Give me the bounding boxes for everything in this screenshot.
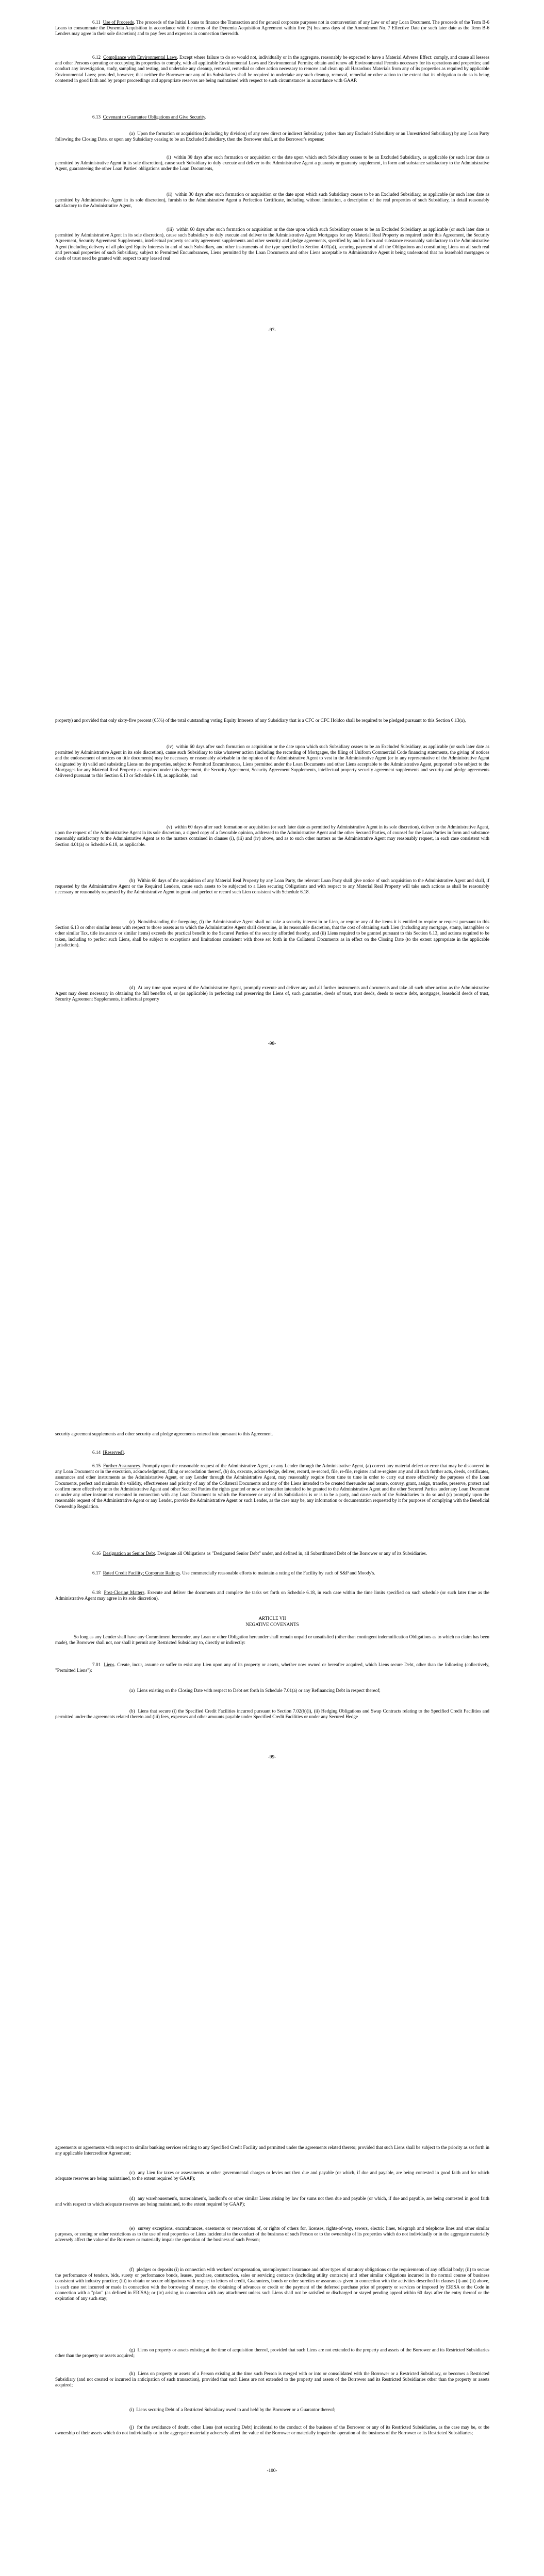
section-6-12: 6.12 Compliance with Environmental Laws. Except where failure to do so would not, individually or in the aggregate, reasonably be expected to have a Material Adverse Effect: comply, and cause all lessees and other Persons operating or occupying its properties to comply, with all applicable Environmental Laws and Environmental Permits; obtain and renew all Environmental Permits necessary for its operations and properties; and conduct any investigation, study, sampling and testing, and undertake any cleanup, removal, remedial or other action necessary to remove and clean up all Hazardous Materials from any of its properties as required by applicable Environmental Laws; provided, however, that neither the Borrower nor any of its Subsidiaries shall be required to undertake any such cleanup, removal, remedial or other action to the extent that its obligation to do so is being contested in good faith and by proper proceedings and appropriate reserves are being maintained with respect to such circumstances in accordance with GAAP. [55, 55, 490, 83]
clause-h: (h) Liens on property or assets of a Person existing at the time such Person is merged with or into or consolidated with the Borrower or a Restricted Subsidiary, or becomes a Restricted Subsidiary (and not created or incurred in anticipation of such transaction), provided that such Liens are not extended to the property and assets of the Borrower and its Restricted Subsidiaries other than the property or assets acquired; [55, 2371, 489, 2388]
clause-i: (i) within 30 days after such formation or acquisition or the date upon which such Subsidiary ceases to be an Excluded Subsidiary, as applicable (or such later date as permitted by Administrative Agent in its sole discretion), cause such Subsidiary to duly execute and deliver to the Administrative Agent a guaranty or guaranty supplement, in form and substance satisfactory to the Administrative Agent, guaranteeing the other Loan Parties' obligations under the Loan Documents, [55, 155, 489, 172]
clause-b: (b) Liens that secure (i) the Specified Credit Facilities incurred pursuant to Section 7.02(b)(i), (ii) Hedging Obligations and Swap Contracts relating to the Specified Credit Facilities and permitted under the agreements related thereto and (iii) fees, expenses and other amounts payable under Specified Credit Facilities or under any Secured Hedge [55, 1708, 489, 1720]
section-6-11: 6.11 Use of Proceeds. The proceeds of the Initial Loans to finance the Transaction and for general corporate purposes not in contravention of any Law or of any Loan Document. The proceeds of the Term B-6 Loans to consummate the Dynemia Acquisition in accordance with the terms of the Dynemia Acquisition Agreement within five (5) business days of the Amendment No. 7 Effective Date (or such later date as the Term B-6 Lenders may agree in their sole discretion) and to pay fees and expenses in connection therewith. [55, 20, 490, 37]
clause-e: (e) survey exceptions, encumbrances, easements or reservations of, or rights of others for, licenses, rights-of-way, sewers, electric lines, telegraph and telephone lines and other similar purposes, or zoning or other restrictions as to the use of real properties or Liens incidental to the conduct of the business of such Person or to the ownership of its properties which do not individually or in the aggregate materially adversely affect the value of the Borrower or materially impair the operation of the business of such Person; [55, 2226, 490, 2243]
continuation-paragraph: security agreement supplements and other security and pledge agreements entered into pursuant to this Agreement. [55, 1431, 273, 1436]
clause-c: (c) any Lien for taxes or assessments or other governmental charges or levies not then due and payable (or which, if due and payable, are being contested in good faith and for which adequate reserves are being maintained, to the extent required by GAAP); [55, 2170, 489, 2181]
clause-ii: (ii) within 30 days after such formation or acquisition or the date upon which such Subsidiary ceases to be an Excluded Subsidiary, as applicable (or such later date as permitted by Administrative Agent in its sole discretion), furnish to the Administrative Agent a Perfection Certificate, including without limitation, a description of the real properties of such Subsidiary, in detail reasonably satisfactory to the Administrative Agent, [55, 192, 489, 209]
clause-a: (a) Liens existing on the Closing Date with respect to Debt set forth in Schedule 7.01(a) or any Refinancing Debt in respect thereof; [129, 1688, 381, 1693]
clause-c: (c) Notwithstanding the foregoing, (i) the Administrative Agent shall not take a security interest in or Lien, or require any of the items it is entitled to require or request pursuant to this Section 6.13 or other similar items with respect to those assets as to which the Administrative Agent shall determine, in its reasonable discretion, that the cost of obtaining such Lien (including any mortgage, stamp, intangibles or other similar Tax, title insurance or similar items) exceeds the practical benefit to the Secured Parties of the security afforded thereby, and (ii) Liens required to be granted pursuant to this Section 6.13, and actions required to be taken, including to perfect such Liens, shall be subject to exceptions and limitations consistent with those set forth in the Collateral Documents as in effect on the Closing Date (to the extent appropriate in the applicable jurisdiction). [55, 919, 489, 947]
clause-v: (v) within 60 days after such formation or acquisition (or such later date as permitted by Administrative Agent in its sole discretion), deliver to the Administrative Agent, upon the request of the Administrative Agent in its sole discretion, a signed copy of a favorable opinion, addressed to the Administrative Agent and the other Secured Parties, of counsel for the Loan Parties in form and substance reasonably satisfactory to the Administrative Agent as to the matters contained in clauses (i), (iii) and (iv) above, and as to such other matters as the Administrative Agent may reasonably request, in each case consistent with Section 4.01(a) or Schedule 6.18, as applicable. [55, 824, 489, 847]
section-6-13: 6.13 Covenant to Guarantee Obligations and Give Security. [92, 114, 206, 120]
continuation-paragraph: agreements or agreements with respect to similar banking services relating to any Specified Credit Facility and permitted under the agreements related thereto; provided that such Liens shall be subject to the priority as set forth in any applicable Intercreditor Agreement; [55, 2145, 489, 2156]
clause-f: (f) pledges or deposits (i) in connection with workers' compensation, unemployment insurance and other types of statutory obligations or the requirements of any official body; (ii) to secure the performance of tenders, bids, surety or performance bonds, leases, purchase, construction, sales or servicing contracts (including utility contracts) and other similar obligations incurred in the normal course of business consistent with industry practice; (iii) to obtain or secure obligations with respect to letters of credit, Guarantees, bonds or other sureties or assurances given in connection with the activities described in clauses (i) and (ii) above, in each case not incurred or made in connection with the borrowing of money, the obtaining of advances or credit or the payment of the deferred purchase price of property or services or imposed by ERISA or the Code in connection with a "plan" (as defined in ERISA); or (iv) arising in connection with any attachment unless such Liens shall not be satisfied or discharged or stayed pending appeal within 60 days after the entry thereof or the expiration of any such stay; [55, 2267, 489, 2301]
section-6-18: 6.18 Post-Closing Matters. Execute and deliver the documents and complete the tasks set forth on Schedule 6.18, in each case within the time limits specified on such schedule (or such later time as the Administrative Agent may agree in its sole discretion). [55, 1590, 490, 1601]
clause-a: (a) Upon the formation or acquisition (including by division) of any new direct or indirect Subsidiary (other than any Excluded Subsidiary or an Unrestricted Subsidiary) by any Loan Party following the Closing Date, or upon any Subsidiary ceasing to be an Excluded Subsidiary, then the Borrower shall, at the Borrower's expense: [55, 131, 490, 142]
continuation-paragraph: property) and provided that only sixty-five percent (65%) of the total outstanding voting Equity Interests of any Subsidiary that is a CFC or CFC Holdco shall be required to be pledged pursuant to this Section 6.13(a), [55, 718, 466, 723]
article-title: NEGATIVE COVENANTS [245, 1622, 299, 1627]
clause-d: (d) At any time upon request of the Administrative Agent, promptly execute and deliver any and all further instruments and documents and take all such other action as the Administrative Agent may deem necessary in obtaining the full benefits of, or (as applicable) in perfecting and preserving the Liens of, such guaranties, deeds of trust, trust deeds, deeds to secure debt, mortgages, leasehold deeds of trust, Security Agreement Supplements, intellectual property [55, 985, 490, 1002]
section-6-16: 6.16 Designation as Senior Debt. Designate all Obligations as "Designated Senior Debt" under, and defined in, all Subordinated Debt of the Borrower or any of its Subsidiaries. [92, 1551, 427, 1556]
page-number: -99- [268, 1754, 276, 1759]
clause-g: (g) Liens on property or assets existing at the time of acquisition thereof, provided that such Liens are not extended to the property and assets of the Borrower and its Restricted Subsidiaries other than the property or assets acquired; [55, 2347, 490, 2359]
clause-d: (d) any warehousemen's, materialmen's, landlord's or other similar Liens arising by law for sums not then due and payable (or which, if due and payable, are being contested in good faith and with respect to which adequate reserves are being maintained, to the extent required by GAAP); [55, 2196, 490, 2207]
clause-iii: (iii) within 60 days after such formation or acquisition or the date upon which such Subsidiary ceases to be an Excluded Subsidiary, as applicable (or such later date as permitted by Administrative Agent in its sole discretion), cause such Subsidiary to duly execute and deliver to the Administrative Agent Mortgages for any Material Real Property as required under this Agreement, the Security Agreement, Security Agreement Supplements, intellectual property security agreement supplements and other security and pledge agreements, specified by and in form and substance reasonably satisfactory to the Administrative Agent (including delivery of all pledged Equity Interests in and of such Subsidiary, and other instruments of the type specified in Section 4.01(a)), securing payment of all the Obligations and constituting Liens on all such real and personal properties of such Subsidiary, subject to Permitted Encumbrances, Liens permitted by the Loan Documents and other Liens acceptable to Administrative Agent it being understood that no leasehold mortgages or deeds of trust need be granted with respect to any leased real [55, 227, 489, 261]
clause-j: (j) for the avoidance of doubt, other Liens (not securing Debt) incidental to the conduct of the business of the Borrower or any of its Restricted Subsidiaries, as the case may be, or the ownership of their assets which do not individually or in the aggregate materially adversely affect the value of the Borrower or materially impair the operation of the business of the Borrower or its Restricted Subsidiaries; [55, 2425, 489, 2436]
section-6-17: 6.17 Rated Credit Facility; Corporate Ratings. Use commercially reasonable efforts to maintain a rating of the Facility by each of S&P and Moody's. [92, 1570, 375, 1575]
clause-iv: (iv) within 60 days after such formation or acquisition or the date upon which such Subsidiary ceases to be an Excluded Subsidiary, as applicable (or such later date as permitted by Administrative Agent in its sole discretion), cause such Subsidiary to take whatever action (including the recording of Mortgages, the filing of Uniform Commercial Code financing statements, the giving of notices and the endorsement of notices on title documents) may be necessary or reasonably advisable in the opinion of the Administrative Agent to vest in the Administrative Agent (or in any representative of the Administrative Agent designated by it) valid and subsisting Liens on the properties, subject to Permitted Encumbrances, Liens permitted under the Loan Documents and other Liens acceptable to the Administrative Agent, purported to be subject to the Mortgages for any Material Real Property as required under this Agreement, the Security Agreement, Security Agreement Supplements, intellectual property security agreement supplements and security and pledge agreements delivered pursuant to this Section 6.13 or Schedule 6.18, as applicable, and [55, 744, 489, 778]
section-6-14: 6.14 [Reserved]. [92, 1450, 125, 1455]
page-number: -98- [268, 1041, 276, 1046]
section-6-15: 6.15 Further Assurances. Promptly upon the reasonable request of the Administrative Agent, or any Lender through the Administrative Agent, (a) correct any material defect or error that may be discovered in any Loan Document or in the execution, acknowledgment, filing or recordation thereof, (b) do, execute, acknowledge, deliver, record, re-record, file, re-file, register and re-register any and all such further acts, deeds, certificates, assurances and other instruments as the Administrative Agent, or any Lender through the Administrative Agent, may reasonably require from time to time in order to carry out more effectively the purposes of the Loan Documents, perfect and maintain the validity, effectiveness and priority of any of the Collateral Documents and any of the Liens intended to be created thereunder and assure, convey, grant, assign, transfer, preserve, protect and confirm more effectively unto the Administrative Agent and other Secured Parties the rights granted or now or hereafter intended to be granted to the Administrative Agent and the other Secured Parties under any Loan Document or under any other instrument executed in connection with any Loan Document to which the Borrower or any of its Subsidiaries is or is to be a party, and cause each of the Subsidiaries to do so and (c) promptly upon the reasonable request of the Administrative Agent or any Lender, provide the Administrative Agent or such Lender, as the case may be, any information or documentation requested by it for purposes of complying with the Beneficial Ownership Regulation. [55, 1463, 490, 1509]
article-number: ARTICLE VII [258, 1616, 286, 1621]
article-intro: So long as any Lender shall have any Commitment hereunder, any Loan or other Obligation hereunder shall remain unpaid or unsatisfied (other than contingent indemnification Obligations as to which no claim has been made), the Borrower shall not, nor shall it permit any Restricted Subsidiary to, directly or indirectly: [55, 1634, 489, 1646]
page-number: -97- [268, 327, 276, 332]
section-7-01: 7.01 Liens. Create, incur, assume or suffer to exist any Lien upon any of its property or assets, whether now owned or hereafter acquired, which Liens secure Debt, other than the following (collectively, "Permitted Liens"): [55, 1662, 490, 1673]
clause-b: (b) Within 60 days of the acquisition of any Material Real Property by any Loan Party, the relevant Loan Party shall give notice of such acquisition to the Administrative Agent and shall, if requested by the Administrative Agent or the Required Lenders, cause such assets to be subjected to a Lien securing Obligations and with respect to any Material Real Property will take such actions as shall be reasonably necessary or reasonably requested by the Administrative Agent to grant and perfect or record such Lien consistent with Schedule 6.18. [55, 878, 490, 895]
clause-i: (i) Liens securing Debt of a Restricted Subsidiary owed to and held by the Borrower or a Guarantor thereof; [129, 2407, 336, 2412]
page-number: -100- [267, 2468, 277, 2473]
